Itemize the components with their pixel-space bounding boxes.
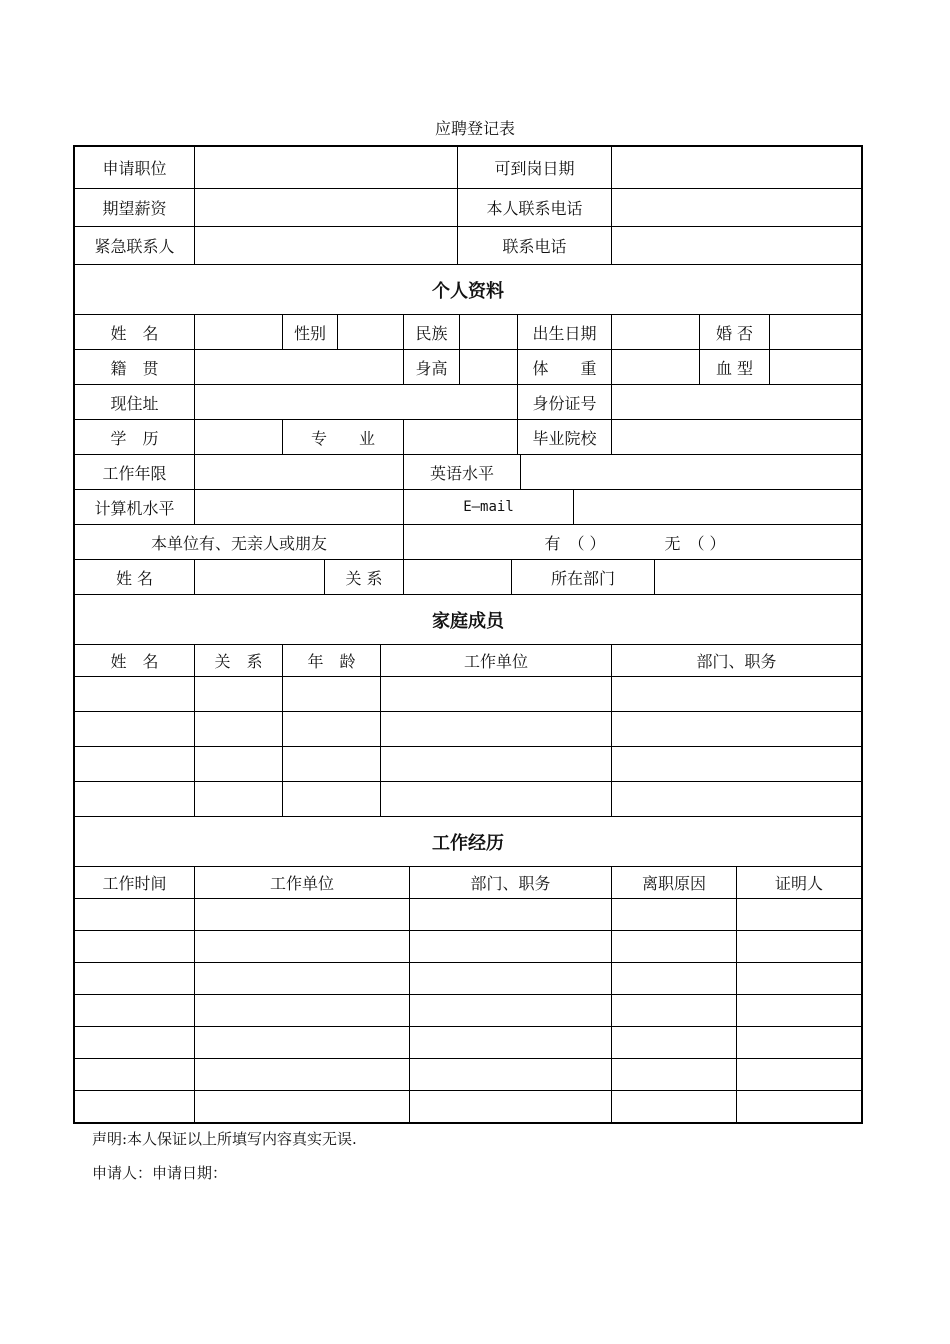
work-column-header: 证明人 bbox=[774, 874, 823, 893]
relative-dept-label: 所在部门 bbox=[550, 568, 615, 588]
divider bbox=[611, 419, 612, 454]
major-label: 专 业 bbox=[310, 428, 375, 448]
personal-section-heading: 个人资料 bbox=[432, 280, 504, 302]
divider bbox=[403, 524, 404, 559]
divider bbox=[736, 866, 737, 1122]
emergency-contact-field[interactable] bbox=[195, 227, 457, 264]
divider bbox=[194, 384, 195, 419]
id-number-label: 身份证号 bbox=[532, 393, 597, 413]
work-column-header: 工作单位 bbox=[269, 874, 334, 893]
position-field[interactable] bbox=[195, 147, 457, 188]
available-date-field[interactable] bbox=[612, 147, 861, 188]
family-section-heading: 家庭成员 bbox=[432, 610, 504, 632]
divider bbox=[654, 559, 655, 594]
address-label: 现住址 bbox=[110, 393, 159, 413]
contact-phone-field[interactable] bbox=[612, 227, 861, 264]
weight-label: 体 重 bbox=[532, 358, 597, 378]
family-column-header: 关 系 bbox=[214, 652, 263, 671]
email-label: E—mail bbox=[463, 499, 514, 515]
expected-salary-label: 期望薪资 bbox=[102, 199, 167, 218]
relatives-question: 本单位有、无亲人或朋友 bbox=[150, 533, 327, 553]
work-section-heading: 工作经历 bbox=[432, 832, 504, 854]
computer-level-label: 计算机水平 bbox=[94, 498, 175, 518]
blood-type-label: 血 型 bbox=[715, 358, 754, 378]
divider bbox=[194, 419, 195, 454]
divider bbox=[75, 898, 861, 899]
work-column-header: 部门、职务 bbox=[470, 874, 551, 893]
divider bbox=[75, 930, 861, 931]
work-column-header: 工作时间 bbox=[102, 874, 167, 893]
school-label: 毕业院校 bbox=[532, 428, 597, 448]
phone-label: 本人联系电话 bbox=[486, 199, 583, 218]
divider bbox=[520, 454, 521, 489]
family-column-header: 工作单位 bbox=[463, 652, 528, 671]
divider bbox=[75, 781, 861, 782]
divider bbox=[75, 962, 861, 963]
divider bbox=[75, 711, 861, 712]
divider bbox=[75, 1090, 861, 1091]
divider bbox=[75, 1026, 861, 1027]
divider bbox=[611, 384, 612, 419]
birth-date-label: 出生日期 bbox=[532, 323, 597, 343]
height-label: 身高 bbox=[415, 358, 448, 378]
relatives-yes-option[interactable]: 有 （ ） bbox=[544, 533, 606, 553]
divider bbox=[403, 419, 404, 454]
divider bbox=[75, 676, 861, 677]
divider bbox=[194, 314, 195, 384]
page-title: 应聘登记表 bbox=[434, 119, 515, 138]
family-column-header: 姓 名 bbox=[110, 652, 159, 671]
emergency-contact-label: 紧急联系人 bbox=[94, 237, 175, 256]
divider bbox=[611, 866, 612, 1122]
family-column-header: 部门、职务 bbox=[696, 652, 777, 671]
divider bbox=[573, 489, 574, 524]
phone-field[interactable] bbox=[612, 189, 861, 226]
divider bbox=[75, 746, 861, 747]
divider bbox=[403, 559, 404, 594]
divider bbox=[337, 314, 338, 349]
relatives-no-option[interactable]: 无 （ ） bbox=[664, 533, 726, 553]
divider bbox=[194, 454, 195, 489]
native-place-label: 籍 贯 bbox=[110, 358, 159, 378]
declaration-text: 声明:本人保证以上所填写内容真实无误. bbox=[92, 1130, 357, 1148]
education-label: 学 历 bbox=[110, 428, 159, 448]
divider bbox=[194, 489, 195, 524]
divider bbox=[75, 1058, 861, 1059]
contact-phone-label: 联系电话 bbox=[502, 237, 567, 256]
signature-line: 申请人：申请日期： bbox=[92, 1164, 228, 1182]
relative-name-label: 姓 名 bbox=[115, 568, 154, 588]
name-label: 姓 名 bbox=[110, 323, 159, 343]
ethnicity-label: 民族 bbox=[415, 323, 448, 343]
divider bbox=[409, 866, 410, 1122]
relative-relation-label: 关 系 bbox=[345, 568, 383, 588]
application-form bbox=[73, 145, 863, 1124]
divider bbox=[769, 314, 770, 384]
divider bbox=[194, 559, 195, 594]
divider bbox=[611, 314, 612, 384]
family-column-header: 年 龄 bbox=[307, 652, 356, 671]
english-level-label: 英语水平 bbox=[429, 463, 494, 483]
gender-label: 性别 bbox=[293, 323, 326, 343]
work-column-header: 离职原因 bbox=[641, 874, 706, 893]
work-years-label: 工作年限 bbox=[102, 463, 167, 483]
marital-label: 婚 否 bbox=[715, 323, 754, 343]
divider bbox=[194, 866, 195, 1122]
divider bbox=[75, 994, 861, 995]
expected-salary-field[interactable] bbox=[195, 189, 457, 226]
divider bbox=[459, 314, 460, 384]
position-label: 申请职位 bbox=[102, 159, 167, 178]
available-date-label: 可到岗日期 bbox=[494, 159, 575, 178]
